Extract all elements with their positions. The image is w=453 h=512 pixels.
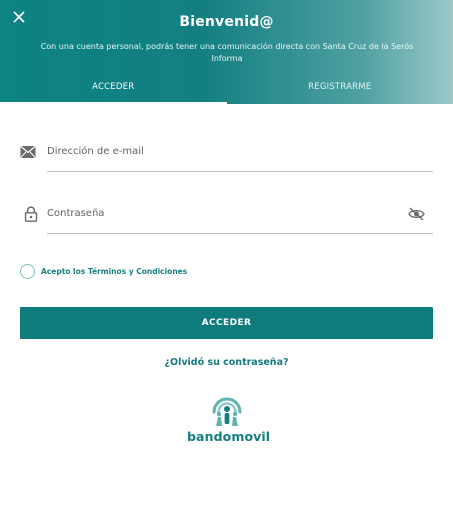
logo-text: bandomovil	[187, 429, 271, 444]
header	[0, 0, 453, 104]
email-underline	[47, 171, 433, 172]
password-underline	[47, 233, 433, 234]
email-input[interactable]	[47, 140, 397, 162]
bandomovil-logo-mark	[187, 395, 267, 429]
forgot-password-link[interactable]: ¿Olvidó su contraseña?	[164, 357, 289, 368]
envelope-icon	[20, 144, 36, 160]
eye-off-icon[interactable]	[408, 207, 425, 221]
header-subtitle: Con una cuenta personal, podrás tener una comunicación directa con Santa Cruz de la Serós Informa	[40, 42, 414, 63]
terms-radio[interactable]	[20, 264, 35, 279]
acceder-button[interactable]: ACCEDER	[20, 307, 433, 339]
terms-row	[20, 263, 187, 279]
page-title: Bienvenid@	[179, 14, 274, 30]
tab-bar	[0, 78, 453, 104]
lock-icon	[23, 206, 39, 222]
tab-acceder[interactable]: ACCEDER	[0, 78, 227, 104]
password-input[interactable]	[47, 202, 397, 224]
tab-registrarme[interactable]: REGISTRARME	[308, 82, 372, 92]
password-field-group	[20, 194, 433, 234]
terms-label[interactable]: Acepto los Términos y Condiciones	[41, 266, 188, 276]
email-field-group	[20, 132, 433, 172]
bandomovil-logo	[187, 395, 271, 447]
